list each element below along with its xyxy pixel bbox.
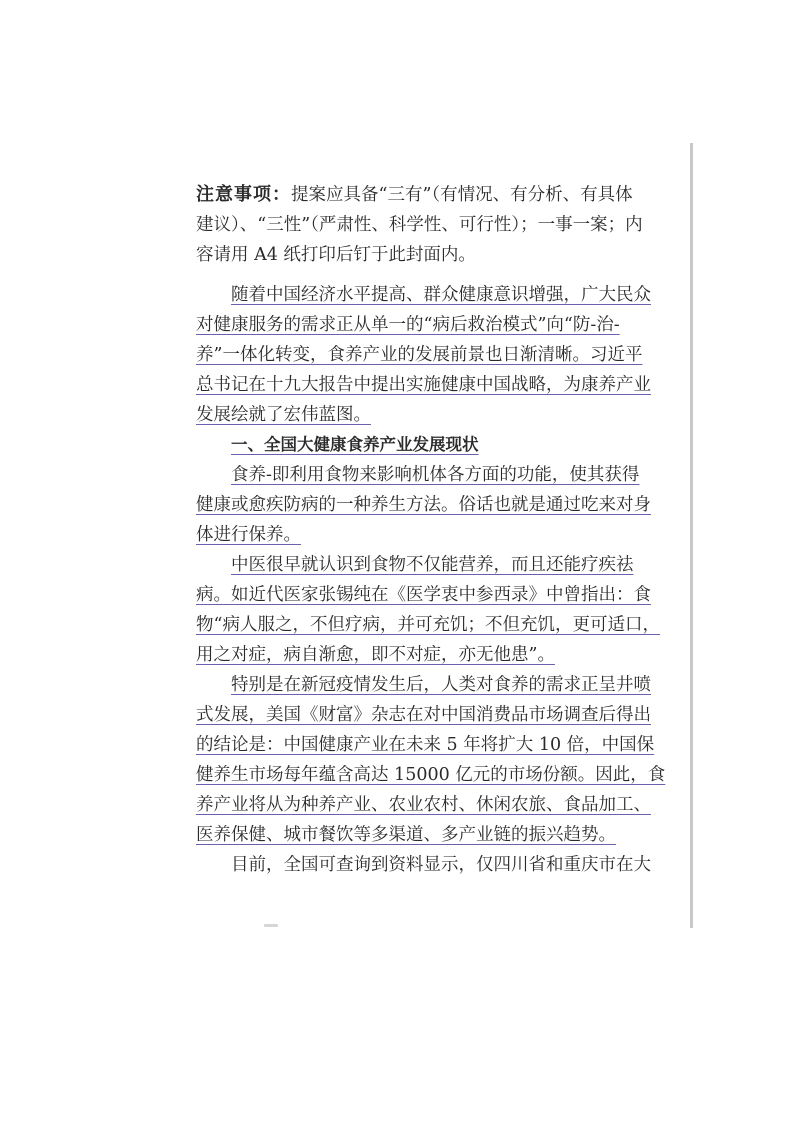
notice-line-3: 容请用 A4 纸打印后钉于此封面内。 [196,245,476,265]
intro-line: 总书记在十九大报告中提出实施健康中国战略，为康养产业 [196,375,651,395]
paragraph-line: 健养生市场每年蕴含高达 15000 亿元的市场份额。因此，食 [196,765,666,785]
paragraph-line: 食养-即利用食物来影响机体各方面的功能，使其获得 [231,465,640,485]
intro-line: 对健康服务的需求正从单一的“病后救治模式”向“防-治- [196,315,620,335]
intro-line: 养”一体化转变，食养产业的发展前景也日渐清晰。习近平 [196,345,643,365]
scan-page-edge [690,143,693,928]
paragraph-line: 病。如近代医家张锡纯在《医学衷中参西录》中曾指出：食 [196,585,651,605]
paragraph-line: 特别是在新冠疫情发生后，人类对食养的需求正呈井喷 [231,675,651,695]
notice-line-2: 建议）、“三性”（严肃性、科学性、可行性）；一事一案；内 [196,215,643,235]
paragraph-line: 体进行保养。 [196,525,301,545]
paragraph-line: 医养保健、城市餐饮等多渠道、多产业链的振兴趋势。 [196,825,616,845]
paragraph-line: 式发展，美国《财富》杂志在对中国消费品市场调查后得出 [196,705,651,725]
scan-artifact [264,924,278,927]
paragraph-line: 中医很早就认识到食物不仅能营养，而且还能疗疾祛 [231,555,634,575]
notice-line-1 [196,180,633,210]
paragraph-line: 用之对症，病自渐愈，即不对症，亦无他患”。 [196,645,555,665]
notice-text: 提案应具备“三有”（有情况、有分析、有具体 [291,185,633,205]
notice-title: 注意事项： [196,184,291,205]
paragraph-line: 目前，全国可查询到资料显示，仅四川省和重庆市在大 [231,855,651,875]
paragraph-line: 物“病人服之，不但疗病，并可充饥；不但充饥，更可适口， [196,615,660,635]
document-body [196,180,666,880]
section-heading: 一、全国大健康食养产业发展现状 [231,435,479,454]
paragraph-line: 健康或愈疾防病的一种养生方法。俗话也就是通过吃来对身 [196,495,651,515]
intro-line: 发展绘就了宏伟蓝图。 [196,405,371,425]
paragraph-line: 的结论是：中国健康产业在未来 5 年将扩大 10 倍，中国保 [196,735,655,755]
paragraph-line: 养产业将从为种养产业、农业农村、休闲农旅、食品加工、 [196,795,651,815]
intro-line: 随着中国经济水平提高、群众健康意识增强，广大民众 [231,285,651,305]
